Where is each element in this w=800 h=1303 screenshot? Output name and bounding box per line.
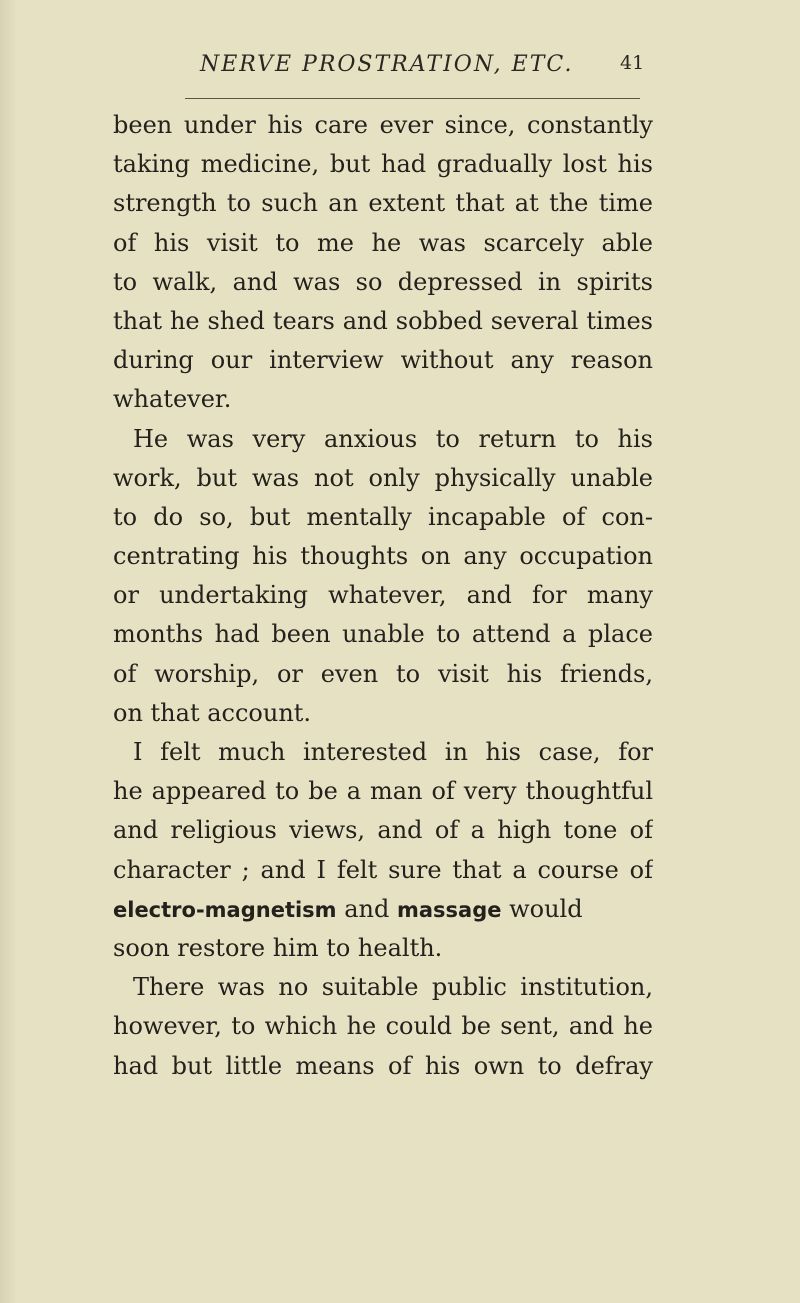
paragraph-start-line: There was no suitable public institution, bbox=[133, 973, 653, 1002]
text-line: to do so, but mentally incapable of con- bbox=[113, 502, 653, 531]
text-line: taking medicine, but had gradually lost his bbox=[113, 150, 653, 179]
bold-term-massage: massage bbox=[396, 897, 502, 922]
header-rule bbox=[185, 98, 640, 99]
body-text bbox=[113, 106, 653, 1086]
text-line: or undertaking whatever, and for many bbox=[113, 581, 653, 610]
text-line: during our interview without any reason bbox=[113, 346, 653, 375]
page-gutter-shadow bbox=[0, 0, 18, 1303]
text-line: been under his care ever since, constantly bbox=[113, 111, 653, 139]
text-fragment: would bbox=[501, 894, 583, 923]
text-line: work, but was not only physically unable bbox=[113, 463, 653, 492]
text-line: and religious views, and of a high tone of bbox=[113, 816, 653, 845]
text-line-emphasis bbox=[113, 890, 653, 929]
text-line: months had been unable to attend a place bbox=[113, 620, 653, 649]
paragraph-start-line: I felt much interested in his case, for bbox=[133, 738, 653, 766]
text-line: that he shed tears and sobbed several times bbox=[113, 306, 653, 335]
text-line: character ; and I felt sure that a course of bbox=[113, 855, 653, 884]
text-line: he appeared to be a man of very thoughtful bbox=[113, 777, 653, 806]
text-line: centrating his thoughts on any occupation bbox=[113, 542, 653, 571]
text-line: whatever. bbox=[113, 385, 232, 414]
text-line: strength to such an extent that at the time bbox=[113, 189, 653, 218]
text-fragment: and bbox=[336, 894, 397, 923]
text-line: had but little means of his own to defray bbox=[113, 1051, 653, 1080]
bold-term-electro-magnetism: electro-magnetism bbox=[113, 897, 337, 922]
page-number: 41 bbox=[620, 52, 645, 74]
paragraph-start-line: He was very anxious to return to his bbox=[133, 424, 653, 453]
text-line: to walk, and was so depressed in spirits bbox=[113, 267, 653, 296]
text-line: of worship, or even to visit his friends, bbox=[113, 659, 653, 688]
text-line: however, to which he could be sent, and he bbox=[113, 1012, 653, 1041]
running-head-title: NERVE PROSTRATION, ETC. bbox=[200, 52, 574, 77]
text-line: on that account. bbox=[113, 698, 312, 727]
text-line: of his visit to me he was scarcely able bbox=[113, 228, 653, 257]
text-line: soon restore him to health. bbox=[113, 933, 443, 962]
